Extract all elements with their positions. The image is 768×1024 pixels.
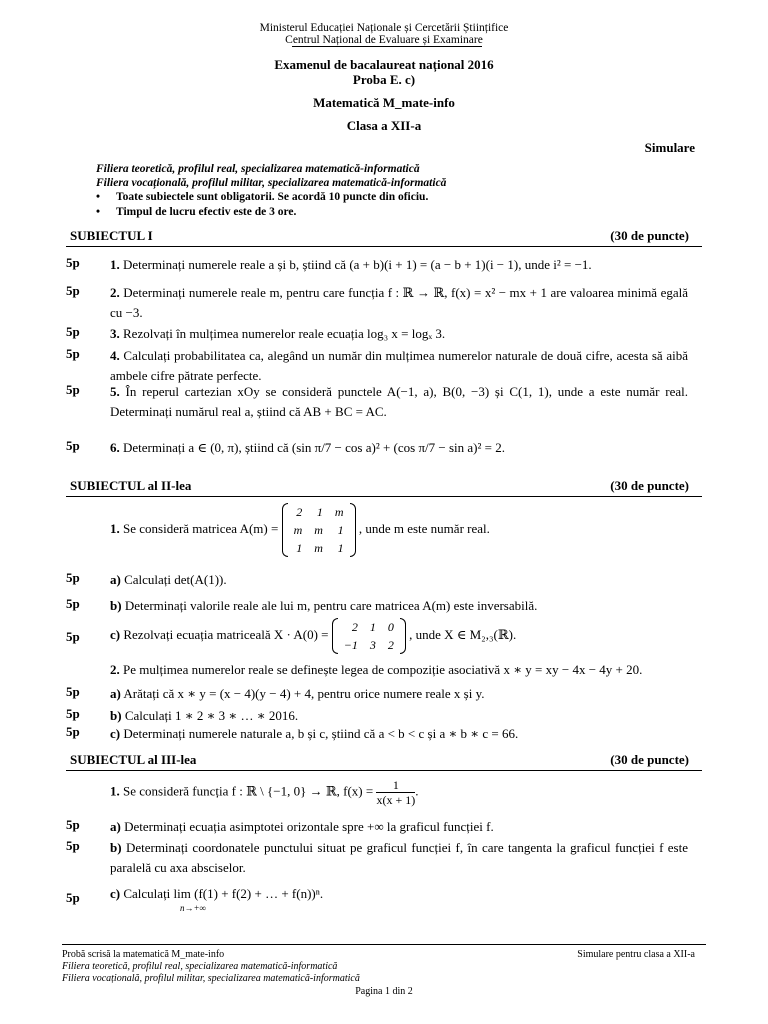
s1-points: (30 de puncte) (610, 228, 689, 243)
s1-item3-points: 5p (66, 324, 80, 339)
matrix-cell: m (314, 523, 323, 537)
matrix-a-m (282, 503, 356, 557)
s1-item5-points: 5p (66, 382, 80, 397)
exam-subject: Matematică M_mate-info (313, 95, 455, 110)
instruction-2: • Timpul de lucru efectiv este de 3 ore. (96, 206, 297, 218)
filiera-line-1: Filiera teoretică, profilul real, specializarea matematică-informatică (96, 163, 420, 175)
matrix-cell: 1 (316, 505, 323, 519)
matrix-cell: 2 (387, 638, 394, 652)
exam-title: Examenul de bacalaureat național 2016 (274, 57, 494, 72)
s3-points: (30 de puncte) (610, 752, 689, 767)
s2-points: (30 de puncte) (610, 478, 689, 493)
s2-b-points: 5p (66, 596, 80, 611)
fraction: $\frac{1}{x(x + 1)}$ (376, 778, 416, 807)
s3-intro: 1. Se consideră funcția f : ℝ \ {−1, 0} → ℝ, f(x) = $\frac{1}{x(x + 1)}$ . (110, 778, 419, 807)
s2-2c-points: 5p (66, 724, 80, 739)
matrix-cell: 2 (351, 620, 358, 634)
s2-title: SUBIECTUL al II-lea (70, 478, 192, 493)
footer-rule (62, 944, 706, 945)
matrix-cell: 1 (337, 541, 344, 555)
s2-c-points: 5p (66, 629, 80, 644)
s1-rule (66, 246, 702, 247)
s3-item-a: a) Determinați ecuația asimptotei orizontale spre +∞ la graficul funcției f. (110, 819, 494, 834)
center-header: Centrul Național de Evaluare și Examinare (285, 34, 483, 46)
s2-item-c: c) Rezolvați ecuația matriceală X · A(0) = 2 1 0 −1 3 2 , unde X ∈ M₂,₃(ℝ). (110, 620, 517, 652)
instruction-1: • Toate subiectele sunt obligatorii. Se acordă 10 puncte din oficiu. (96, 191, 429, 203)
s1-item6-points: 5p (66, 438, 80, 453)
matrix-cell: −1 (343, 638, 358, 652)
footer-left-3: Filiera vocațională, profilul militar, specializarea matematică-informatică (62, 973, 360, 984)
simulare-label: Simulare (644, 140, 695, 155)
matrix-cell: 1 (369, 620, 376, 634)
s2-intro2: 2. Pe mulțimea numerelor reale se definește legea de compoziție asociativă x ∗ y = xy − 4x − 4y + 20. (110, 662, 643, 677)
s1-item4: 4. Calculați probabilitatea ca, alegând un număr din mulțimea numerelor naturale de două cifre, acesta să aibă ambele cifre pătrate perfecte. (110, 348, 689, 383)
filiera-line-2: Filiera vocațională, profilul militar, specializarea matematică-informatică (96, 177, 447, 189)
exam-class: Clasa a XII-a (346, 118, 422, 133)
s3-c-points: 5p (66, 890, 80, 905)
matrix-cell: 0 (387, 620, 394, 634)
footer-left-2: Filiera teoretică, profilul real, specializarea matematică-informatică (62, 961, 338, 972)
s3-title: SUBIECTUL al III-lea (70, 752, 197, 767)
s1-title: SUBIECTUL I (70, 228, 153, 243)
s3-b-points: 5p (66, 838, 80, 853)
matrix-cell: 1 (337, 523, 344, 537)
matrix-cell: 2 (296, 505, 303, 519)
s2-2-item-c: c) Determinați numerele naturale a, b și c, știind că a < b < c și a ∗ b ∗ c = 66. (110, 726, 519, 741)
s3-item-b: b) Determinați coordonatele punctului situat pe graficul funcției f, în care tangenta la graficul funcției f este paralelă cu axa absciselor. (110, 840, 688, 875)
s2-intro1: 1. Se consideră matricea A(m) = 2 1 m m m 1 1 m 1 , unde m este număr real. (110, 505, 490, 555)
s1-item6: 6. Determinați a ∈ (0, π), știind că (sin π/7 − cos a)² + (cos π/7 − sin a)² = 2. (110, 440, 505, 455)
s2-2a-points: 5p (66, 684, 80, 699)
s2-2-item-a: a) Arătați că x ∗ y = (x − 4)(y − 4) + 4, pentru orice numere reale x și y. (110, 686, 485, 701)
exam-proba: Proba E. c) (352, 72, 416, 87)
s2-rule (66, 496, 702, 497)
s2-item-a: a) Calculați det(A(1)). (110, 572, 227, 587)
s3-item-c: c) Calculați lim (f(1) + f(2) + … + f(n))ⁿ. (110, 886, 324, 901)
s2-a-points: 5p (66, 570, 80, 585)
s2-item-b: b) Determinați valorile reale ale lui m, pentru care matricea A(m) este inversabilă. (110, 598, 538, 613)
matrix-cell: 3 (369, 638, 376, 652)
s1-item1: 1. Determinați numerele reale a și b, știind că (a + b)(i + 1) = (a − b + 1)(i − 1), unde i² = −1. (110, 257, 592, 272)
s1-item2: 2. Determinați numerele reale m, pentru care funcția f : ℝ → ℝ, f(x) = x² − mx + 1 are valoarea minimă egală cu −3. (110, 285, 688, 320)
matrix-cell: m (293, 523, 303, 537)
limit-subscript: n→+∞ (180, 903, 206, 913)
matrix-cell: m (314, 541, 323, 555)
header-divider (292, 46, 482, 47)
footer-left-1: Probă scrisă la matematică M_mate-info (62, 949, 225, 960)
s1-item1-points: 5p (66, 255, 80, 270)
page-number: Pagina 1 din 2 (355, 986, 413, 997)
matrix-rhs (332, 618, 406, 654)
s1-item5: 5. În reperul cartezian xOy se consideră punctele A(−1, a), B(0, −3) și C(1, 1), unde a este număr real. Determinați numărul real a, știind că AB + BC = AC. (110, 384, 689, 419)
s1-item4-points: 5p (66, 346, 80, 361)
s2-2b-points: 5p (66, 706, 80, 721)
s2-2-item-b: b) Calculați 1 ∗ 2 ∗ 3 ∗ … ∗ 2016. (110, 708, 299, 723)
footer-right-1: Simulare pentru clasa a XII-a (577, 949, 695, 960)
matrix-cell: 1 (296, 541, 303, 555)
s3-a-points: 5p (66, 817, 80, 832)
matrix-cell: m (334, 505, 344, 519)
s1-item2-points: 5p (66, 283, 80, 298)
s3-rule (66, 770, 702, 771)
s1-item3: 3. Rezolvați în mulțimea numerelor reale ecuația log₃ x = logₓ 3. (110, 326, 446, 341)
ministry-header: Ministerul Educației Naționale și Cercetării Științifice (259, 22, 509, 34)
